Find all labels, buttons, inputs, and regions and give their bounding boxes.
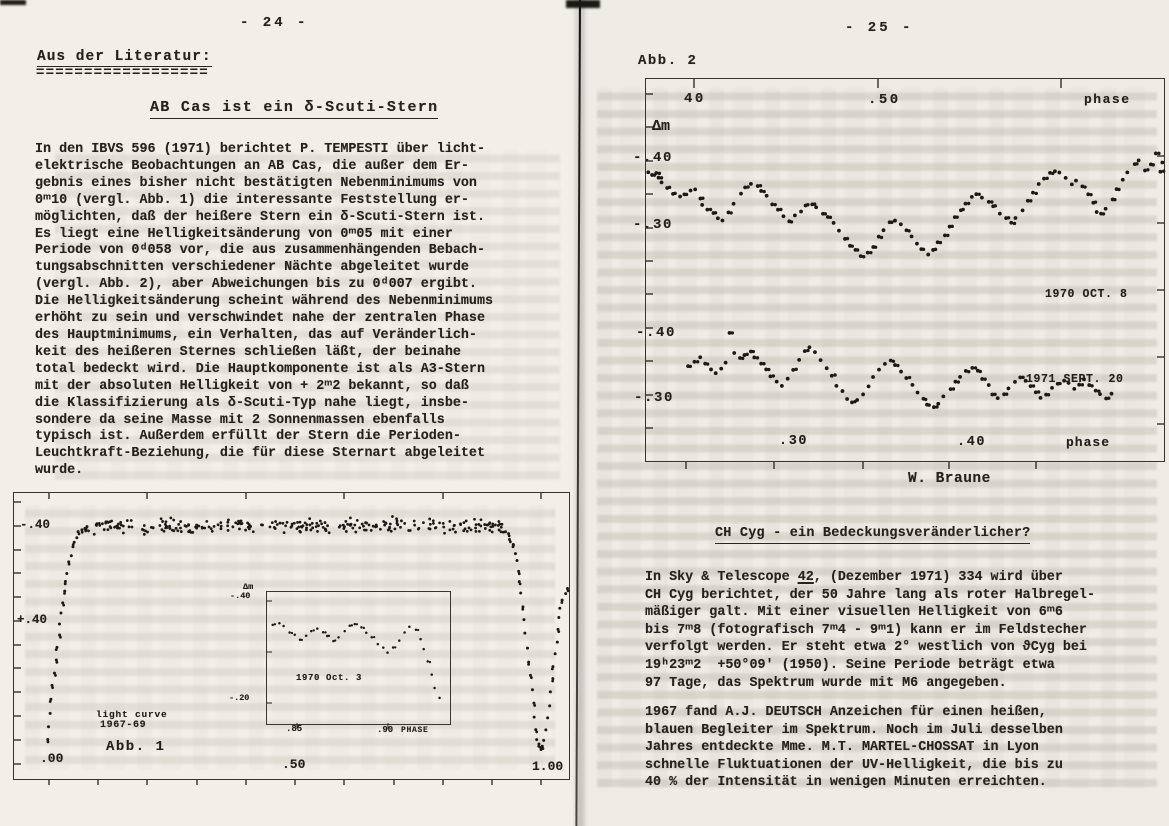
bottom-x-tick-label: .30 <box>779 434 809 449</box>
text-line: 97 Tage, das Spektrum wurde mit M6 angegeben. <box>645 675 1007 691</box>
text-line: mit der absoluten Helligkeit von + 2ᵐ2 bekannt, so daß <box>35 378 469 394</box>
y-tick-label-series2: -.30 <box>634 390 675 406</box>
text-line: die Klassifizierung als δ-Scuti-Typ nahe liegt, insbe- <box>35 395 469 411</box>
curve-sublabel: 1967-69 <box>100 720 147 731</box>
page-number: - 25 - <box>845 20 914 36</box>
article-body-ab-cas <box>35 142 505 480</box>
text-line: Periode von 0ᵈ058 vor, die aus zusammenhängenden Bebach- <box>35 243 485 259</box>
figure-abb1-light-curve <box>13 492 570 780</box>
inset-x-tick-label: .85 <box>286 724 303 734</box>
article-body-ch-cyg-p1 <box>645 569 1115 692</box>
text-line: In Sky & Telescope 42, (Dezember 1971) 334 wird über <box>645 570 1063 585</box>
article-title-ab-cas: AB Cas ist ein δ-Scuti-Stern <box>150 99 438 119</box>
scan-artifact <box>0 0 26 5</box>
inset-y-axis-label: Δm <box>243 582 254 592</box>
top-x-axis-label: phase <box>1084 92 1131 107</box>
text-line: CH Cyg berichtet, der 50 Jahre lang als roter Halbregel- <box>645 587 1095 603</box>
bottom-x-tick-label: .40 <box>957 435 987 450</box>
text-line: Leuchtkraft-Beziehung, die für diese Sternart abgeleitet <box>35 446 485 462</box>
light-curve-plot <box>14 493 569 779</box>
text-line: des Hauptminimums, ein Verhalten, das auf Veränderlich- <box>35 327 477 343</box>
text-line: mäßiger galt. Mit einer visuellen Helligkeit von 6ᵐ6 <box>645 605 1063 621</box>
text-line: 19ʰ23ᵐ2 +50°09' (1950). Seine Periode beträgt etwa <box>645 657 1055 673</box>
text-line: sondere da seine Masse mit 2 Sonnenmassen ebenfalls <box>35 412 445 428</box>
text-line: erhöht zu sein und verschwindet nahe der zentralen Phase <box>35 311 485 327</box>
inset-x-axis-label: PHASE <box>401 726 429 735</box>
text-line: Die Helligkeitsänderung scheint während des Nebenminimums <box>35 294 494 310</box>
figure-caption-abb2: Abb. 2 <box>638 53 698 69</box>
x-tick-label: .50 <box>282 757 306 772</box>
text-line: In den IBVS 596 (1971) berichtet P. TEMPESTI über licht- <box>35 142 485 157</box>
inset-date-annotation: 1970 Oct. 3 <box>296 673 363 683</box>
text-line: keit des heißeren Sternes schließen läßt, der beinahe <box>35 344 461 360</box>
text-line: Es liegt eine Helligkeitsänderung von 0ᵐ05 mit einer <box>35 226 453 242</box>
inset-y-tick-label: -.20 <box>229 693 250 703</box>
inset-x-tick-label: .90 <box>377 725 394 735</box>
text-line: 40 % der Intensität in wenigen Minuten erreichten. <box>645 775 1047 791</box>
section-heading: Aus der Literatur: <box>37 49 212 65</box>
top-x-tick-label: 40 <box>684 91 706 107</box>
y-tick-label: -.40 <box>20 518 51 532</box>
text-line: 0ᵐ10 (vergl. Abb. 1) die interessante Feststellung er- <box>35 192 469 208</box>
text-line: (vergl. Abb. 2), aber Abweichungen bis zu 0ᵈ007 ergibt. <box>35 277 477 293</box>
scan-artifact <box>566 0 600 8</box>
page-25 <box>585 0 1169 826</box>
y-tick-label-series2: -.40 <box>636 325 677 341</box>
page-number: - 24 - <box>240 15 309 31</box>
text-line: tungsabschnitten verschiedener Nächte abgeleitet wurde <box>35 260 469 276</box>
text-line: möglichten, daß der heißere Stern ein δ-Scuti-Stern ist. <box>35 209 485 225</box>
page-24 <box>0 0 578 826</box>
text-line: typisch ist. Außerdem erfüllt der Stern die Perioden- <box>35 429 461 445</box>
observer-attribution: W. Braune <box>908 471 991 487</box>
curve-label: light curve <box>96 709 168 720</box>
text-line: bis 7ᵐ8 (fotografisch 7ᵐ4 - 9ᵐ1) kann er im Feldstecher <box>645 622 1087 638</box>
x-tick-label: .00 <box>40 751 64 766</box>
y-axis-label: Δm <box>652 118 671 135</box>
text-line: total bedeckt wird. Die Hauptkomponente ist als A3-Stern <box>35 361 485 377</box>
section-heading-underline: ================== <box>36 65 209 81</box>
text-line: gebnis eines bisher nicht bestätigten Nebenminimums von <box>35 175 477 191</box>
text-line: verfolgt werden. Er steht etwa 2° westlich von ϑCyg bei <box>645 640 1087 656</box>
series2-date-annotation: 1971 SEPT. 20 <box>1026 373 1124 386</box>
text-line: wurde. <box>35 463 84 479</box>
x-tick-label: 1.00 <box>532 759 564 774</box>
text-line: blauen Begleiter im Spektrum. Noch im Juli desselben <box>645 722 1063 738</box>
top-x-tick-label: .50 <box>868 92 901 108</box>
text-line: schnelle Fluktuationen der UV-Helligkeit, die bis zu <box>645 757 1063 773</box>
article-body-ch-cyg-p2 <box>645 704 1115 792</box>
inset-y-tick-label: -.40 <box>230 591 251 601</box>
series1-date-annotation: 1970 OCT. 8 <box>1045 288 1128 301</box>
figure-caption: Abb. 1 <box>106 739 166 755</box>
y-tick-label-series1: -.30 <box>633 217 674 233</box>
figure-abb2-delta-m-plot <box>633 78 1165 462</box>
article-title-ch-cyg: CH Cyg - ein Bedeckungsveränderlicher? <box>715 526 1030 544</box>
y-tick-label: +.40 <box>17 613 48 627</box>
scatter-plot <box>646 79 1164 461</box>
y-tick-label-series1: -.40 <box>633 150 674 166</box>
text-line: 1967 fand A.J. DEUTSCH Anzeichen für einen heißen, <box>645 705 1047 720</box>
text-line: elektrische Beobachtungen an AB Cas, die außer dem Er- <box>35 158 469 174</box>
text-line: Jahres entdeckte Mme. M.T. MARTEL-CHOSSAT in Lyon <box>645 740 1039 756</box>
bottom-x-axis-label: phase <box>1066 435 1111 450</box>
